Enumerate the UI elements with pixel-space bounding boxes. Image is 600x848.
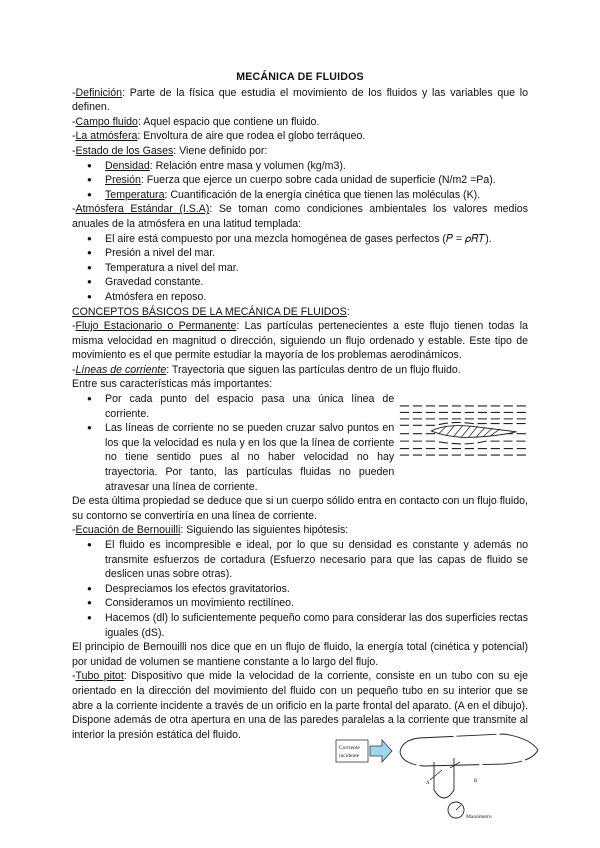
- estado-paragraph: -Estado de los Gases: Viene definido por:: [72, 144, 268, 157]
- deduce-paragraph: De esta última propiedad se deduce que si un cuerpo sólido entra en contacto con un flujo fluido, su contorno se convertiría en una línea de corriente.: [72, 495, 528, 522]
- flujo-paragraph: -Flujo Estacionario o Permanente: Las partículas pertenecientes a este flujo tienen todas la misma velocidad en magnitud o dirección, siguiendo un flujo ordenado y estable. Este tipo de movimiento es el que permite estudiar la mayoría de los problemas aerodinámicos.: [72, 320, 528, 362]
- estado-list: [72, 159, 528, 203]
- list-item: ● Atmósfera en reposo.: [105, 290, 528, 305]
- list-item: ● Gravedad constante.: [105, 275, 528, 290]
- document-page: [72, 70, 528, 742]
- pitot-body: [400, 734, 538, 766]
- streamlines-figure: [398, 398, 528, 462]
- list-item: ● Consideramos un movimiento rectilíneo.: [105, 596, 528, 611]
- estado-label: Estado de los Gases: [75, 144, 174, 157]
- flujo-text: : Las partículas pertenecientes a este flujo tienen todas la misma velocidad en magnitud o dirección, siguiendo un flujo ordenado y estable. Este tipo de movimiento es el que permite estudiar la mayoría de los problemas aerodinámicos.: [72, 320, 528, 362]
- box-label-2: incidente: [339, 753, 360, 759]
- page-title: MECÁNICA DE FLUIDOS: [236, 71, 364, 83]
- bernoulli-paragraph: -Ecuación de Bernouilli: Siguiendo las siguientes hipótesis:: [72, 524, 349, 537]
- conceptos-heading: CONCEPTOS BÁSICOS DE LA MECÁNICA DE FLUIDOS:: [72, 305, 350, 318]
- list-item: ● Temperatura: Cuantificación de la energía cinética que tienen las moléculas (K).: [105, 188, 528, 203]
- pitot-text: : Dispositivo que mide la velocidad de la corriente, consiste en un tubo con su eje orientado en la dirección del movimiento del fluido con un pequeño tubo en su interior que se abre a la corriente incidente a través de un orificio en la parte frontal del aparato. (A en el dibujo). Dispone además de otra apertura en una de las paredes paralelas a la corriente que transmite al interior la presión estática del fluido.: [72, 670, 528, 741]
- pitot-paragraph: -Tubo pitot: Dispositivo que mide la velocidad de la corriente, consiste en un tubo con su eje orientado en la dirección del movimiento del fluido con un pequeño tubo en su interior que se abre a la corriente incidente a través de un orificio en la parte frontal del aparato. (A en el dibujo). Dispone además de otra apertura en una de las paredes paralelas a la corriente que transmite al interior la presión estática del fluido.: [72, 670, 528, 741]
- pitot-label: Tubo pitot: [75, 670, 124, 683]
- list-item: ● El aire está compuesto por una mezcla homogénea de gases perfectos (𝑃 = 𝜌𝑅𝑇).: [105, 232, 528, 247]
- definicion-paragraph: -Definición: Parte de la física que estudia el movimiento de los fluidos y las variables que lo definen.: [72, 86, 528, 114]
- atmosfera-label: La atmósfera: [75, 130, 138, 143]
- principio-paragraph: El principio de Bernouilli nos dice que en un flujo de fluido, la energía total (cinética y potencial) por unidad de volumen se mantiene constante a lo largo del flujo.: [72, 641, 528, 668]
- lineas-text: : Trayectoria que siguen las partículas dentro de un flujo fluido.: [166, 363, 461, 376]
- lineas-label: Líneas de corriente: [75, 363, 167, 376]
- campo-text: : Aquel espacio que contiene un fluido.: [137, 115, 320, 128]
- label-a: A: [426, 781, 430, 786]
- campo-label: Campo fluido: [75, 115, 138, 128]
- box-label-1: Corriente: [339, 745, 360, 751]
- lineas-paragraph: -Líneas de corriente: Trayectoria que siguen las partículas dentro de un flujo fluido.: [72, 363, 461, 376]
- list-item: ● Hacemos (dl) lo suficientemente pequeño como para considerar las dos superficies rectas iguales (dS).: [105, 611, 528, 640]
- flujo-label: Flujo Estacionario o Permanente: [75, 320, 237, 333]
- list-item: ● Despreciamos los efectos gravitatorios.: [105, 582, 528, 597]
- bernoulli-list: [72, 538, 528, 640]
- bernoulli-text: : Siguiendo las siguientes hipótesis:: [180, 524, 349, 537]
- isa-paragraph: -Atmósfera Estándar (I.S.A): Se toman como condiciones ambientales los valores medios anuales de la atmósfera en una latitud templada:: [72, 203, 528, 230]
- isa-text: : Se toman como condiciones ambientales los valores medios anuales de la atmósfera en una latitud templada:: [72, 203, 528, 230]
- list-item: ● Las líneas de corriente no se pueden cruzar salvo puntos en los que la velocidad es nula y en los que la línea de corriente no tiene sentido pues al no haber velocidad no hay trayectoria. Por tanto, las partículas fluidas no pueden atravesar una línea de corriente.: [105, 421, 394, 494]
- list-item: ● Densidad: Relación entre masa y volumen (kg/m3).: [105, 159, 528, 174]
- isa-label: Atmósfera Estándar (I.S.A): [75, 203, 210, 216]
- list-item: ● Temperatura a nivel del mar.: [105, 261, 528, 276]
- list-item: ● Por cada punto del espacio pasa una única línea de corriente.: [105, 392, 394, 421]
- list-item: ● Presión a nivel del mar.: [105, 246, 528, 261]
- estado-text: : Viene definido por:: [173, 144, 268, 157]
- flow-arrow-icon: [370, 740, 392, 762]
- label-b: B: [474, 779, 478, 784]
- caracteristicas-text: Entre sus características más importantes:: [72, 378, 273, 391]
- definicion-label: Definición: [75, 86, 123, 99]
- definicion-text: : Parte de la física que estudia el movimiento de los fluidos y las variables que lo definen.: [72, 86, 528, 114]
- atmosfera-paragraph: -La atmósfera: Envoltura de aire que rodea el globo terráqueo.: [72, 130, 366, 143]
- campo-paragraph: -Campo fluido: Aquel espacio que contiene un fluido.: [72, 115, 320, 128]
- lineas-row: [72, 392, 528, 494]
- atmosfera-text: : Envoltura de aire que rodea el globo terráqueo.: [137, 130, 366, 143]
- list-item: ● Presión: Fuerza que ejerce un cuerpo sobre cada unidad de superficie (N/m2 =Pa).: [105, 173, 528, 188]
- pitot-tube-figure: [334, 728, 544, 828]
- list-item: ● El fluido es incompresible e ideal, por lo que su densidad es constante y además no transmite esfuerzos de cortadura (Esfuerzo necesario para que las capas de fluido se deslicen unas sobre otras).: [105, 538, 528, 582]
- bernoulli-label: Ecuación de Bernouilli: [75, 524, 181, 537]
- lineas-list: [72, 392, 394, 494]
- manometer-label: Manómetro: [466, 814, 492, 820]
- isa-list: [72, 232, 528, 305]
